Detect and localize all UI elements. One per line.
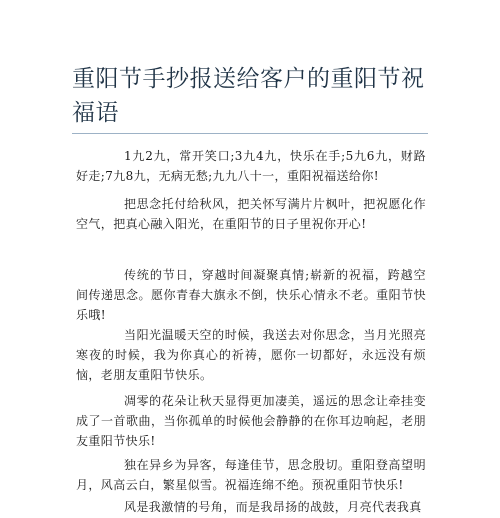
paragraph: 把思念托付给秋风，把关怀写满片片枫叶，把祝愿化作空气，把真心融入阳光，在重阳节的日子里祝你开心! [76, 197, 426, 231]
title-divider [72, 133, 428, 134]
paragraph: 凋零的花朵让秋天显得更加凄美，遥远的思念让牵挂变成了一首歌曲，当你孤单的时候他会静静的在你耳边响起，老朋友重阳节快乐! [76, 394, 426, 448]
paragraph: 独在异乡为异客，每逢佳节，思念殷切。重阳登高望明月，风高云白，繁星似雪。祝福连绵不绝。预祝重阳节快乐! [76, 458, 426, 492]
paragraph: 风是我激情的号角，而是我昂扬的战鼓，月亮代表我真 [124, 500, 422, 514]
paragraph: 传统的节日，穿越时间凝聚真情;崭新的祝福，跨越空间传递思念。愿你青春大旗永不倒，快乐心情永不老。重阳节快乐哦! [76, 268, 426, 322]
document-title: 重阳节手抄报送给客户的重阳节祝福语 [72, 66, 425, 126]
paragraph: 1九2九，常开笑口;3九4九，快乐在手;5九6九，财路好走;7九8九，无病无愁;九九八十一，重阳祝福送给你! [76, 149, 426, 183]
paragraph: 当阳光温暖天空的时候，我送去对你思念，当月光照亮寒夜的时候，我为你真心的祈祷，愿你一切都好，永远没有烦恼，老朋友重阳节快乐。 [76, 328, 426, 382]
